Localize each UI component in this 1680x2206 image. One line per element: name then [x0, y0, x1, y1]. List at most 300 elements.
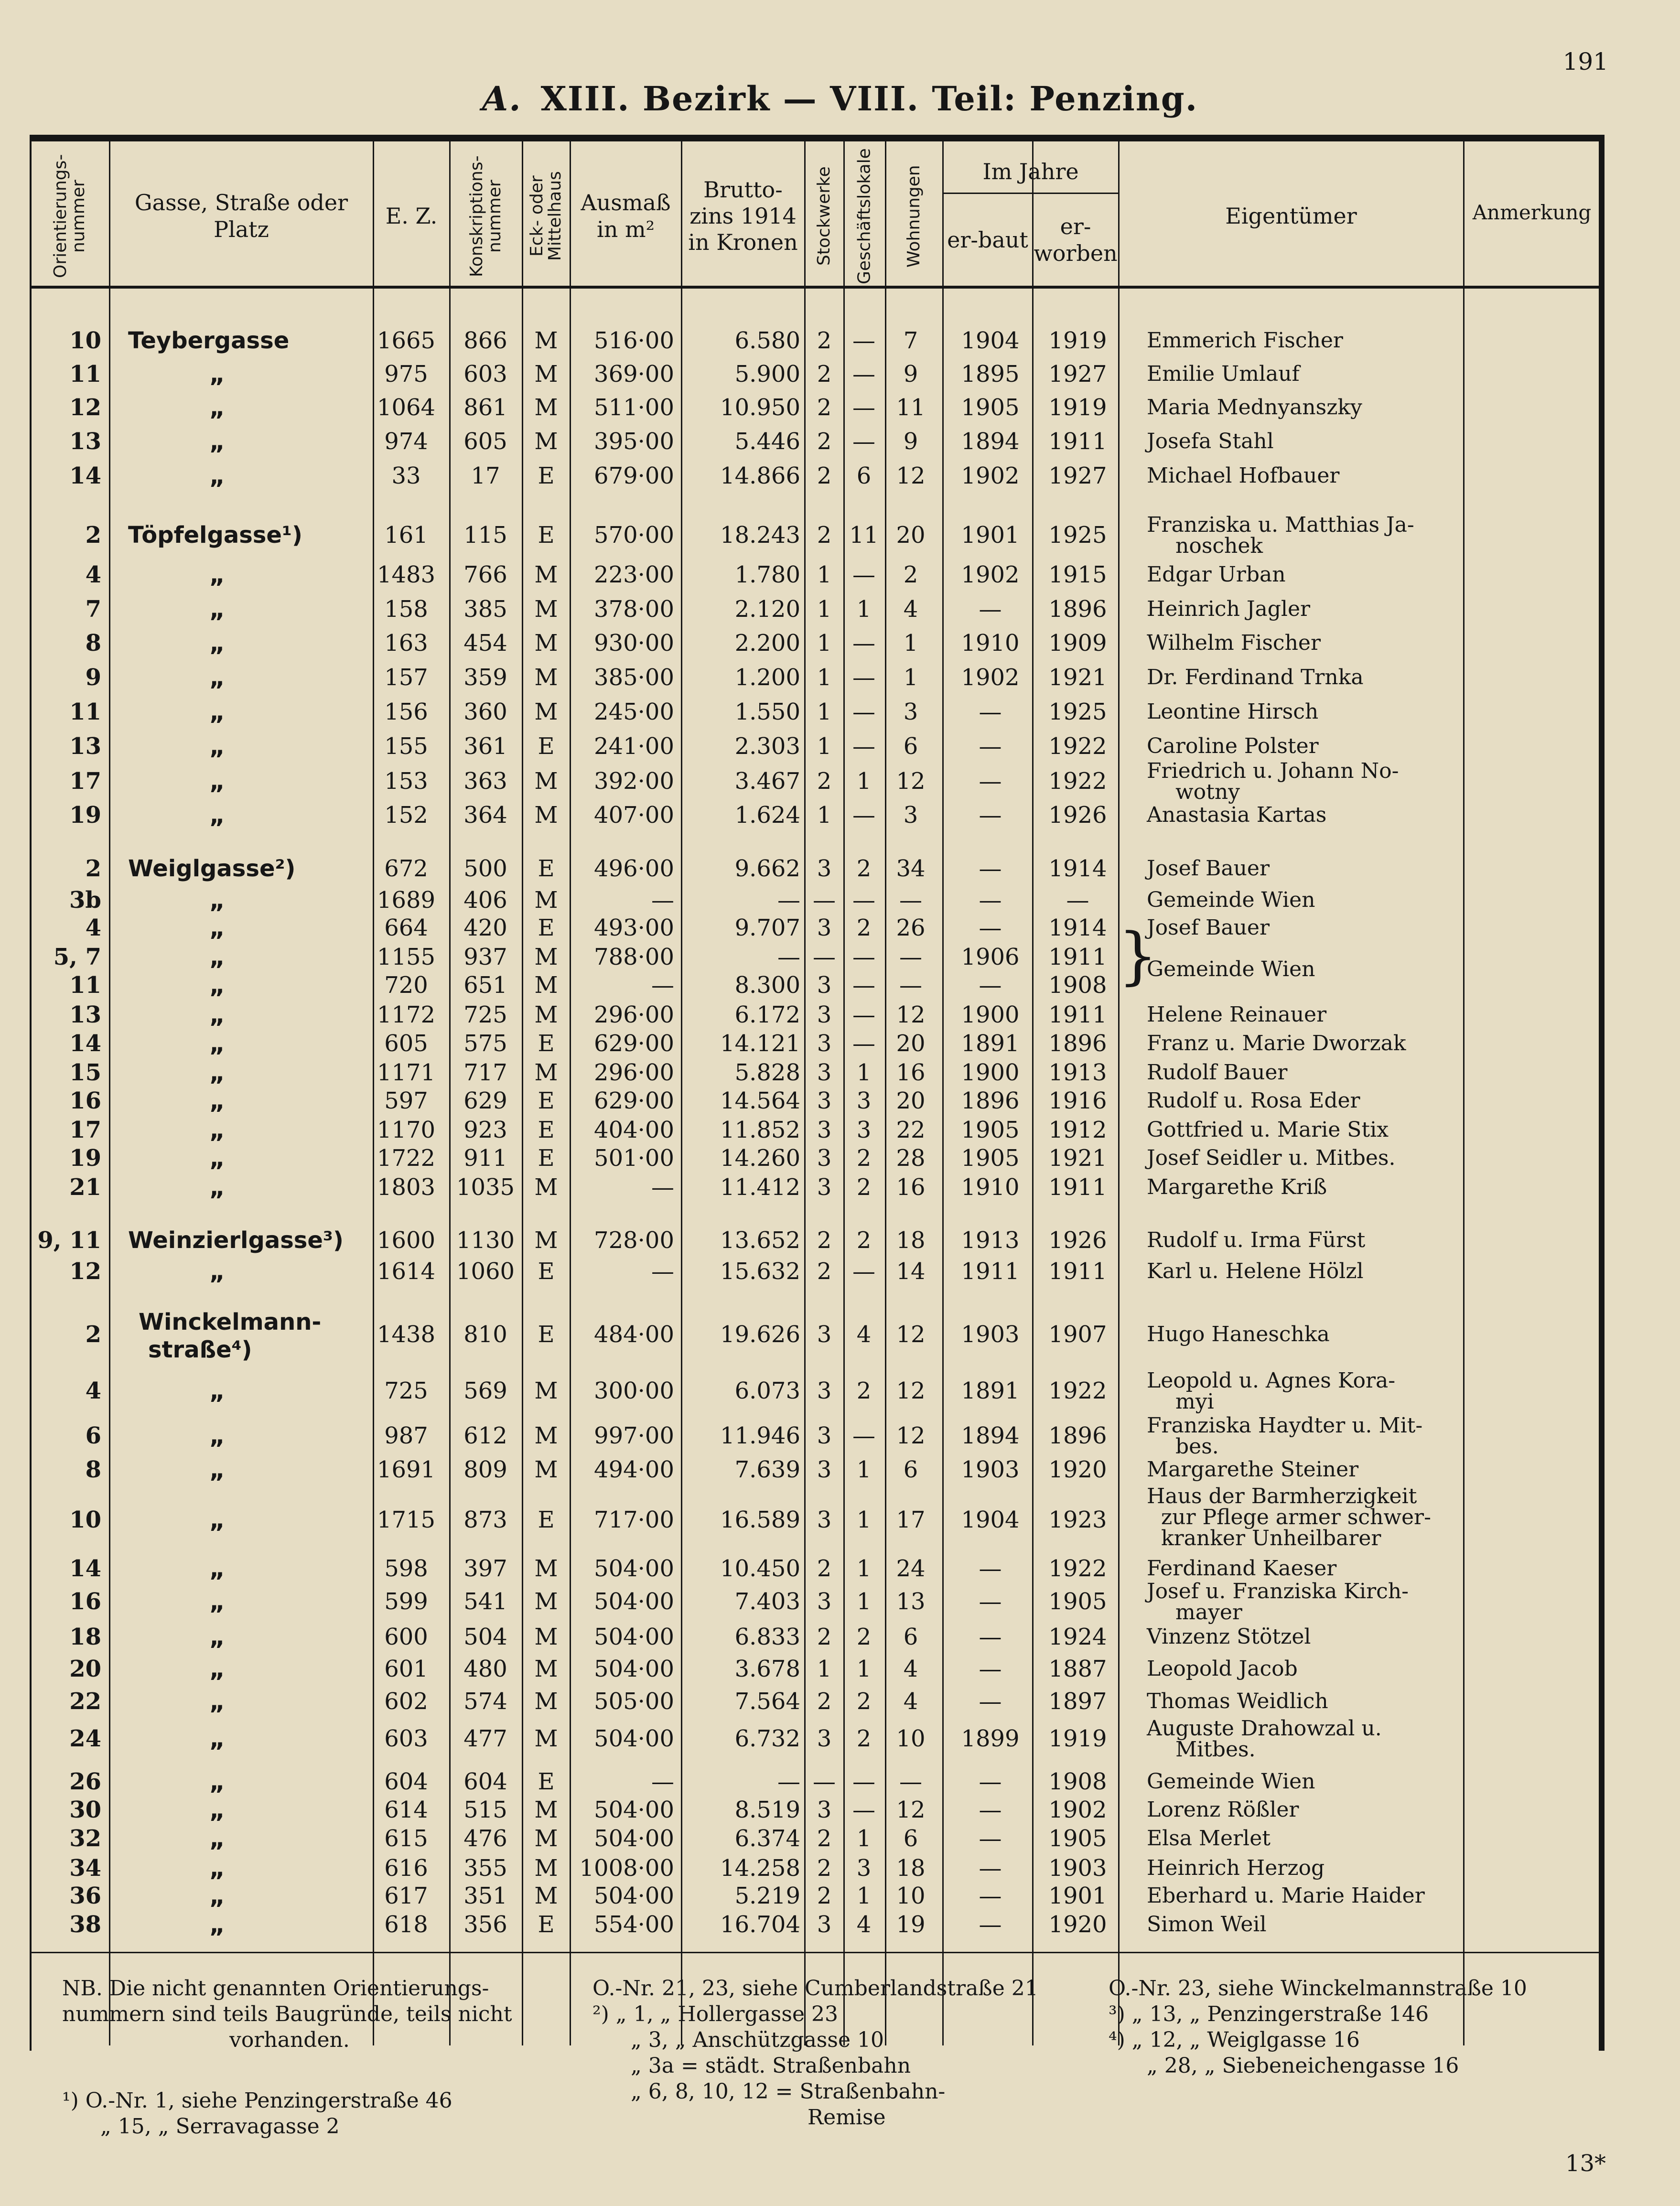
cell-owner [1147, 427, 1453, 456]
cell-ausmass: 300·00 [594, 1377, 674, 1404]
cell-gl: 4 [856, 1911, 872, 1938]
cell-street: „ [209, 1882, 225, 1910]
cell-erworben: 1921 [1048, 1145, 1107, 1172]
cell-street: „ [209, 1030, 225, 1057]
cell-erworben: 1911 [1048, 1174, 1107, 1201]
cell-gl: 2 [856, 1688, 872, 1715]
cell-gl: — [852, 802, 875, 829]
cell-wo: 16 [896, 1059, 926, 1086]
cell-gl: 1 [856, 596, 872, 623]
cell-erbaut: 1905 [961, 1145, 1020, 1172]
cell-em: E [538, 1145, 555, 1172]
cell-st: 3 [817, 972, 832, 999]
cell-ornr: 2 [85, 1321, 101, 1348]
cell-owner [1147, 560, 1453, 590]
cell-street: „ [209, 462, 225, 490]
cell-gl: 2 [856, 1227, 872, 1254]
cell-gl: 1 [856, 1555, 872, 1582]
cell-ausmass: 788·00 [594, 944, 674, 970]
cell-kn: 725 [463, 1001, 507, 1028]
cell-ausmass: — [651, 972, 674, 999]
cell-erbaut: 1900 [961, 1001, 1020, 1028]
cell-st: 3 [817, 1797, 832, 1823]
owner-line: Josef Bauer [1147, 856, 1270, 881]
note-line: „ 3a = städt. Straßenbahn [631, 2054, 911, 2078]
cell-wo: 12 [896, 1797, 926, 1823]
cell-ausmass: 484·00 [594, 1321, 674, 1348]
note-line: „ 15, „ Serravagasse 2 [100, 2114, 340, 2139]
cell-ornr: 34 [69, 1855, 101, 1882]
cell-ausmass: 504·00 [594, 1624, 674, 1650]
cell-owner [1147, 1029, 1453, 1058]
cell-ausmass: 554·00 [594, 1911, 674, 1938]
cell-owner [1147, 761, 1453, 803]
cell-street: „ [209, 561, 225, 589]
table-row [0, 1687, 1680, 1716]
cell-wo: 3 [903, 699, 918, 725]
cell-brutto: 10.950 [720, 394, 800, 421]
cell-em: M [534, 1883, 558, 1909]
cell-ausmass: 296·00 [594, 1059, 674, 1086]
cell-st: — [813, 887, 836, 914]
cell-brutto: 14.260 [720, 1145, 800, 1172]
cell-street: Weiglgasse²) [128, 855, 296, 882]
cell-em: E [538, 463, 555, 489]
cell-erbaut: 1902 [961, 664, 1020, 691]
owner-line: Anastasia Kartas [1147, 803, 1327, 827]
cell-gl: — [852, 561, 875, 588]
header-owner: Eigentümer [1225, 203, 1357, 229]
cell-em: M [534, 1825, 558, 1852]
owner-line: Simon Weil [1147, 1912, 1267, 1937]
cell-kn: 574 [463, 1688, 507, 1715]
owner-line: Edgar Urban [1147, 562, 1286, 587]
cell-street: „ [209, 732, 225, 760]
cell-brutto: — [777, 1768, 800, 1795]
cell-ausmass: 407·00 [594, 802, 674, 829]
table-row [0, 1115, 1680, 1145]
cell-wo: 12 [896, 1001, 926, 1028]
header-remark: Anmerkung [1472, 201, 1592, 224]
cell-kn: 406 [463, 887, 507, 914]
cell-owner [1147, 1257, 1453, 1286]
cell-ez: 1691 [377, 1456, 436, 1483]
cell-wo: 24 [896, 1555, 926, 1582]
cell-kn: 361 [463, 733, 507, 760]
cell-owner [1147, 1853, 1453, 1883]
cell-owner [1147, 1718, 1453, 1760]
cell-gl: 1 [856, 1825, 872, 1852]
cell-street: „ [209, 360, 225, 388]
cell-erworben: 1913 [1048, 1059, 1107, 1086]
cell-erbaut: 1903 [961, 1456, 1020, 1483]
cell-kn: 866 [463, 327, 507, 354]
cell-street: „ [209, 1911, 225, 1938]
table-row [0, 1143, 1680, 1173]
cell-brutto: 13.652 [720, 1227, 800, 1254]
header-im-jahre: Im Jahre [982, 159, 1079, 185]
cell-erbaut: 1904 [961, 1507, 1020, 1533]
cell-erbaut: — [979, 1768, 1002, 1795]
cell-em: E [538, 1258, 555, 1285]
cell-kn: 480 [463, 1656, 507, 1682]
cell-ez: 158 [384, 596, 428, 623]
owner-line: Leopold u. Agnes Kora- [1147, 1368, 1396, 1393]
cell-ez: 599 [384, 1588, 428, 1615]
owner-line: Rudolf Bauer [1147, 1060, 1288, 1085]
cell-ornr: 9 [85, 664, 101, 691]
cell-erbaut: — [979, 972, 1002, 999]
owner-line: Eberhard u. Marie Haider [1147, 1883, 1425, 1908]
cell-em: M [534, 887, 558, 914]
cell-street: „ [209, 1377, 225, 1405]
cell-st: 2 [817, 1227, 832, 1254]
cell-owner [1147, 1654, 1453, 1684]
cell-brutto: 6.374 [734, 1825, 800, 1852]
owner-line: bes. [1175, 1434, 1219, 1459]
owner-line: Leontine Hirsch [1147, 699, 1319, 724]
cell-gl: 11 [849, 522, 879, 549]
cell-kn: 575 [463, 1030, 507, 1057]
table-row [0, 1368, 1680, 1414]
cell-ornr: 8 [85, 630, 101, 656]
cell-gl: 2 [856, 915, 872, 941]
cell-owner [1147, 1881, 1453, 1911]
cell-owner [1147, 393, 1453, 422]
cell-kn: 115 [463, 522, 507, 549]
cell-owner [1147, 1824, 1453, 1853]
table-row [0, 1173, 1680, 1202]
note-line: ⁴) „ 12, „ Weiglgasse 16 [1109, 2028, 1360, 2052]
cell-erworben: 1896 [1048, 1030, 1107, 1057]
cell-kn: 923 [463, 1117, 507, 1143]
cell-erbaut: — [979, 768, 1002, 795]
table-row [0, 1654, 1680, 1684]
cell-st: 2 [817, 1688, 832, 1715]
cell-brutto: 5.219 [734, 1883, 800, 1909]
cell-st: — [813, 944, 836, 970]
cell-st: 2 [817, 361, 832, 387]
cell-ausmass: 504·00 [594, 1656, 674, 1682]
cell-ez: 157 [384, 664, 428, 691]
cell-wo: 10 [896, 1883, 926, 1909]
cell-em: E [538, 855, 555, 882]
cell-wo: 16 [896, 1174, 926, 1201]
table-row [0, 1795, 1680, 1825]
cell-street: „ [209, 943, 225, 971]
cell-ausmass: 516·00 [594, 327, 674, 354]
note-line: „ 3, „ Anschützgasse 10 [631, 2028, 884, 2052]
cell-street: „ [209, 629, 225, 657]
header-stockwerke: Stockwerke [814, 166, 834, 266]
cell-kn: 477 [463, 1725, 507, 1752]
cell-kn: 937 [463, 944, 507, 970]
cell-gl: — [852, 699, 875, 725]
cell-kn: 363 [463, 768, 507, 795]
cell-kn: 1130 [456, 1227, 515, 1254]
owner-line: Elsa Merlet [1147, 1826, 1271, 1851]
cell-erworben: 1911 [1048, 428, 1107, 455]
cell-ornr: 17 [69, 1117, 101, 1143]
cell-em: M [534, 1422, 558, 1449]
cell-wo: 9 [903, 428, 918, 455]
cell-gl: — [852, 1001, 875, 1028]
cell-em: M [534, 596, 558, 623]
cell-brutto: 10.450 [720, 1555, 800, 1582]
footnote-1 [62, 2088, 540, 2140]
cell-brutto: 2.303 [734, 733, 800, 760]
cell-ornr: 2 [85, 522, 101, 549]
cell-st: 3 [817, 1377, 832, 1404]
cell-owner [1147, 1767, 1453, 1797]
cell-erbaut: 1910 [961, 1174, 1020, 1201]
header-rule [30, 286, 1605, 289]
cell-erworben: 1925 [1048, 522, 1107, 549]
cell-wo: 11 [896, 394, 926, 421]
cell-ornr: 9, 11 [37, 1227, 101, 1254]
table-row [0, 1881, 1680, 1911]
table-row [0, 1910, 1680, 1939]
cell-wo: 9 [903, 361, 918, 387]
cell-ez: 616 [384, 1855, 428, 1882]
cell-ez: 1614 [377, 1258, 436, 1285]
cell-st: 3 [817, 1001, 832, 1028]
cell-street: „ [209, 1116, 225, 1144]
street-line: Winckelmann- [139, 1309, 322, 1335]
cell-brutto: 5.828 [734, 1059, 800, 1086]
owner-brace-shared: Gemeinde Wien [1147, 957, 1315, 981]
cell-erworben: 1901 [1048, 1883, 1107, 1909]
table-row [0, 854, 1680, 883]
cell-st: 2 [817, 463, 832, 489]
cell-kn: 569 [463, 1377, 507, 1404]
owner-line: zur Pflege armer schwer- [1161, 1505, 1431, 1529]
cell-brutto: 5.900 [734, 361, 800, 387]
cell-erworben: 1920 [1048, 1911, 1107, 1938]
cell-em: M [534, 1001, 558, 1028]
cell-ornr: 3b [69, 887, 101, 914]
cell-erbaut: — [979, 1624, 1002, 1650]
cell-street: „ [209, 1768, 225, 1796]
cell-gl: 2 [856, 1145, 872, 1172]
cell-owner [1147, 1173, 1453, 1202]
table-row [0, 1086, 1680, 1116]
cell-ez: 1483 [377, 561, 436, 588]
cell-brutto: 1.780 [734, 561, 800, 588]
owner-line: Mitbes. [1175, 1737, 1256, 1762]
table-row [0, 427, 1680, 456]
cell-owner [1147, 854, 1453, 883]
cell-erworben: 1907 [1048, 1321, 1107, 1348]
cell-ez: 163 [384, 630, 428, 656]
cell-wo: 13 [896, 1588, 926, 1615]
cell-brutto: 11.852 [720, 1117, 800, 1143]
cell-street: „ [209, 1087, 225, 1115]
cell-kn: 364 [463, 802, 507, 829]
cell-erworben: 1919 [1048, 394, 1107, 421]
cell-owner [1147, 1486, 1453, 1549]
cell-em: E [538, 1768, 555, 1795]
cell-wo: 4 [903, 596, 918, 623]
cell-brutto: 3.467 [734, 768, 800, 795]
cell-gl: — [852, 394, 875, 421]
cell-ornr: 16 [69, 1588, 101, 1615]
note-line: O.-Nr. 23, siehe Winckelmannstraße 10 [1109, 1976, 1527, 2001]
owner-line: Maria Mednyanszky [1147, 395, 1362, 420]
cell-street: „ [209, 1258, 225, 1285]
owner-line: Gemeinde Wien [1147, 888, 1315, 912]
cell-erworben: 1908 [1048, 1768, 1107, 1795]
cell-em: M [534, 768, 558, 795]
cell-ornr: 21 [69, 1174, 101, 1201]
cell-ez: 598 [384, 1555, 428, 1582]
cell-owner [1147, 732, 1453, 761]
cell-wo: 34 [896, 855, 926, 882]
cell-ez: 1155 [377, 944, 436, 970]
cell-ornr: 12 [69, 1258, 101, 1285]
owner-line: Caroline Polster [1147, 734, 1319, 758]
footnote-middle [592, 1976, 1089, 2131]
cell-erworben: 1927 [1048, 361, 1107, 387]
cell-st: 3 [817, 1321, 832, 1348]
cell-st: 3 [817, 1422, 832, 1449]
cell-gl: 6 [856, 463, 872, 489]
cell-kn: 809 [463, 1456, 507, 1483]
cell-st: 3 [817, 1588, 832, 1615]
cell-wo: 12 [896, 1377, 926, 1404]
cell-erbaut: — [979, 1825, 1002, 1852]
cell-brutto: 6.732 [734, 1725, 800, 1752]
cell-em: E [538, 1117, 555, 1143]
cell-kn: 420 [463, 915, 507, 941]
cell-em: M [534, 1855, 558, 1882]
cell-wo: 3 [903, 802, 918, 829]
cell-em: E [538, 1087, 555, 1114]
owner-line: Karl u. Helene Hölzl [1147, 1259, 1364, 1283]
cell-street: „ [209, 1588, 225, 1615]
cell-kn: 500 [463, 855, 507, 882]
cell-wo: 19 [896, 1911, 926, 1938]
brace-symbol: } [1118, 919, 1158, 992]
cell-erworben: 1896 [1048, 596, 1107, 623]
cell-erworben: 1921 [1048, 664, 1107, 691]
cell-ornr: 10 [69, 1507, 101, 1533]
cell-kn: 1060 [456, 1258, 515, 1285]
cell-ausmass: 570·00 [594, 522, 674, 549]
cell-owner [1147, 1370, 1453, 1412]
cell-owner [1147, 1058, 1453, 1087]
note-line: „ 6, 8, 10, 12 = Straßenbahn- [631, 2079, 946, 2104]
cell-wo: 6 [903, 733, 918, 760]
cell-street: „ [209, 1173, 225, 1201]
table-row [0, 885, 1680, 915]
cell-ornr: 2 [85, 855, 101, 882]
owner-line: Franz u. Marie Dworzak [1147, 1031, 1406, 1055]
cell-owner [1147, 1622, 1453, 1652]
cell-erbaut: 1894 [961, 1422, 1020, 1449]
cell-wo: 4 [903, 1688, 918, 1715]
cell-brutto: 18.243 [720, 522, 800, 549]
cell-ausmass: 504·00 [594, 1588, 674, 1615]
cell-em: M [534, 1688, 558, 1715]
cell-gl: — [852, 361, 875, 387]
street-line: straße⁴) [148, 1336, 252, 1363]
cell-st: 1 [817, 664, 832, 691]
cell-brutto: 16.704 [720, 1911, 800, 1938]
cell-wo: 12 [896, 1321, 926, 1348]
owner-line: Dr. Ferdinand Trnka [1147, 665, 1364, 689]
cell-em: M [534, 1227, 558, 1254]
cell-ez: 615 [384, 1825, 428, 1852]
cell-erbaut: 1911 [961, 1258, 1020, 1285]
cell-brutto: — [777, 944, 800, 970]
table-row [0, 594, 1680, 624]
cell-st: 1 [817, 733, 832, 760]
cell-brutto: 6.580 [734, 327, 800, 354]
cell-owner [1147, 1143, 1453, 1173]
cell-brutto: 14.258 [720, 1855, 800, 1882]
cell-ez: 1715 [377, 1507, 436, 1533]
cell-gl: 1 [856, 1507, 872, 1533]
cell-ausmass: 223·00 [594, 561, 674, 588]
cell-ez: 1172 [377, 1001, 436, 1028]
cell-em: M [534, 1588, 558, 1615]
owner-line: wotny [1175, 780, 1240, 804]
cell-kn: 861 [463, 394, 507, 421]
cell-erworben: 1926 [1048, 1227, 1107, 1254]
cell-owner [1147, 885, 1453, 915]
cell-gl: 2 [856, 1174, 872, 1201]
cell-st: 2 [817, 1624, 832, 1650]
cell-gl: 1 [856, 1059, 872, 1086]
cell-ausmass: 629·00 [594, 1087, 674, 1114]
cell-ornr: 7 [85, 596, 101, 623]
cell-kn: 603 [463, 361, 507, 387]
cell-st: 3 [817, 1059, 832, 1086]
cell-em: M [534, 1797, 558, 1823]
cell-st: 3 [817, 1507, 832, 1533]
cell-ausmass: 369·00 [594, 361, 674, 387]
cell-ez: 614 [384, 1797, 428, 1823]
table-row [0, 1622, 1680, 1652]
cell-erworben: 1911 [1048, 1001, 1107, 1028]
cell-owner [1147, 1226, 1453, 1255]
cell-erbaut: 1902 [961, 463, 1020, 489]
cell-street: „ [209, 1796, 225, 1824]
table-row [0, 1058, 1680, 1087]
cell-ausmass: — [651, 1174, 674, 1201]
cell-erbaut: 1903 [961, 1321, 1020, 1348]
cell-ornr: 16 [69, 1087, 101, 1114]
table-row [0, 1853, 1680, 1883]
table-row [0, 1257, 1680, 1286]
cell-street: „ [209, 394, 225, 421]
cell-gl: 3 [856, 1855, 872, 1882]
owner-line: Leopold Jacob [1147, 1657, 1298, 1681]
cell-wo: 6 [903, 1624, 918, 1650]
cell-em: M [534, 327, 558, 354]
cell-ez: 1722 [377, 1145, 436, 1172]
cell-street: „ [209, 1825, 225, 1852]
cell-ez: 1171 [377, 1059, 436, 1086]
cell-street: „ [209, 1001, 225, 1029]
header-ez: E. Z. [385, 203, 438, 229]
cell-ornr: 26 [69, 1768, 101, 1795]
cell-street: „ [209, 1144, 225, 1172]
cell-ez: 597 [384, 1087, 428, 1114]
cell-wo: 12 [896, 1422, 926, 1449]
cell-brutto: 11.412 [720, 1174, 800, 1201]
